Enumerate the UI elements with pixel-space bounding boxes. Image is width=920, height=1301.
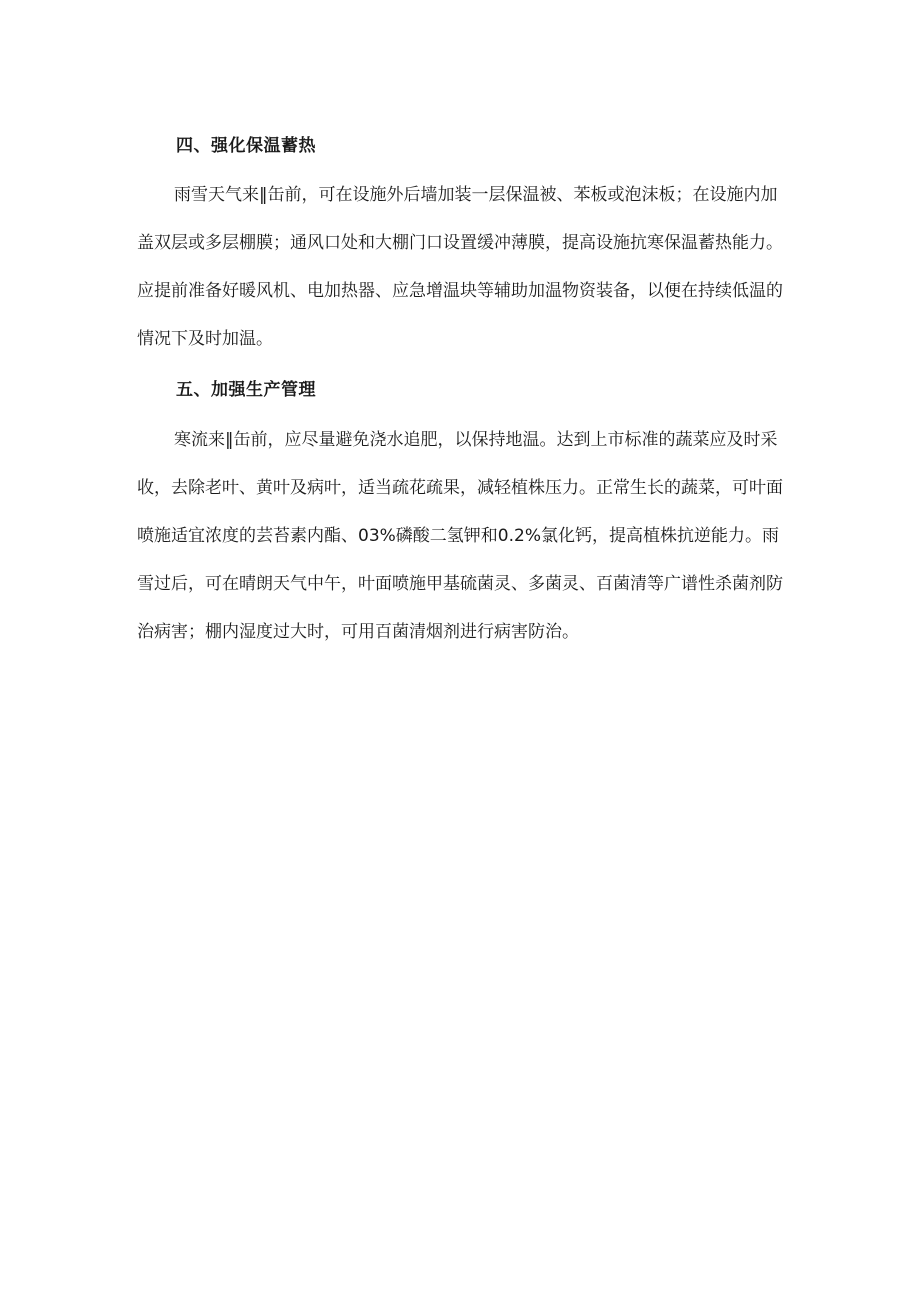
section-4-heading: 四、强化保温蓄热 [176, 136, 316, 156]
paragraph-line: 应提前准备好暖风机、电加热器、应急增温块等辅助加温物资装备，以便在持续低温的 [137, 281, 783, 301]
section-5-paragraph [137, 428, 797, 668]
paragraph-line: 喷施适宜浓度的芸苔素内酯、03%磷酸二氢钾和0.2%氯化钙，提高植株抗逆能力。雨 [137, 526, 779, 546]
paragraph-line: 雨雪天气来‖缶前，可在设施外后墙加装一层保温被、苯板或泡沫板；在设施内加 [174, 185, 778, 205]
section-5-heading: 五、加强生产管理 [176, 380, 316, 400]
paragraph-line: 情况下及时加温。 [137, 329, 273, 349]
paragraph-line: 寒流来‖缶前，应尽量避免浇水追肥，以保持地温。达到上市标准的蔬菜应及时采 [174, 430, 778, 450]
paragraph-line: 雪过后，可在晴朗天气中午，叶面喷施甲基硫菌灵、多菌灵、百菌清等广谱性杀菌剂防 [137, 574, 783, 594]
section-4-paragraph [137, 183, 797, 375]
paragraph-line: 收，去除老叶、黄叶及病叶，适当疏花疏果，减轻植株压力。正常生长的蔬菜，可叶面 [137, 478, 783, 498]
paragraph-line: 治病害；棚内湿度过大时，可用百菌清烟剂进行病害防治。 [137, 622, 579, 642]
paragraph-line: 盖双层或多层棚膜；通风口处和大棚门口设置缓冲薄膜，提高设施抗寒保温蓄热能力。 [137, 233, 783, 253]
